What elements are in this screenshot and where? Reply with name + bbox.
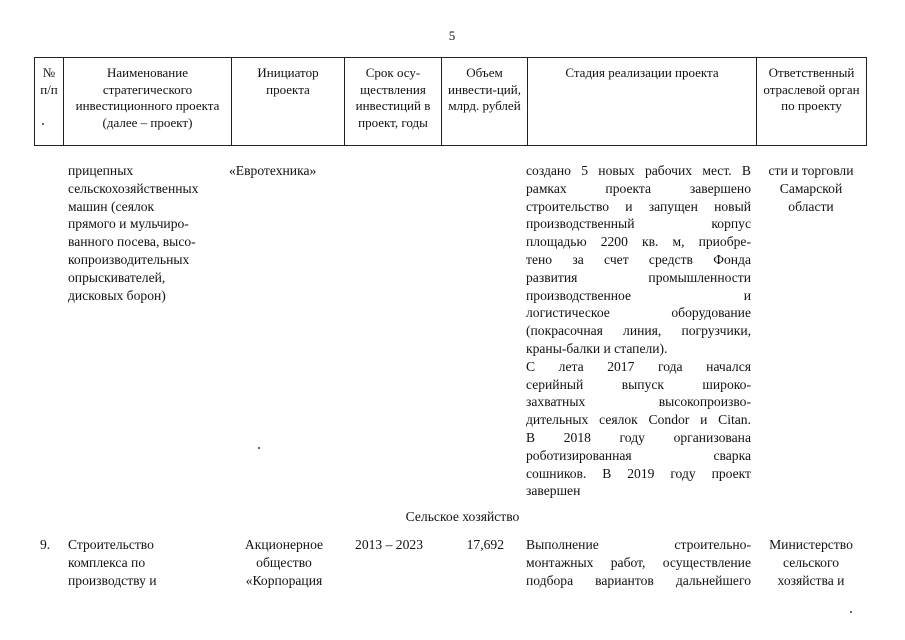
stage-line: строительство и запущен новый [526,198,751,214]
header-term: Срок осу-ществления инвестиций в проект, годы [345,58,442,146]
name-line: производству и [68,572,157,588]
continued-agency [757,162,865,215]
row9-project-name [68,536,228,589]
name-line: машин (сеялок [68,198,155,214]
stage-line: подбора вариантов дальнейшего [526,572,751,588]
header-volume: Объем инвести-ций, млрд. рублей [442,58,528,146]
initiator-line: «Корпорация [245,572,323,588]
scan-speck [42,123,44,125]
stage-line: завершен [526,483,581,499]
header-number: № п/п [35,58,64,146]
name-line: прямого и мульчиро- [68,216,189,232]
stage-line: производственное и [526,287,751,303]
initiator-line: общество [256,554,312,570]
stage-line: Выполнение строительно- [526,537,751,552]
stage-line: серийный выпуск широко- [526,376,751,392]
stage-line: В 2018 году организована [526,429,751,445]
initiator-line: Акционерное [244,537,324,552]
scan-speck [258,447,260,449]
header-stage: Стадия реализации проекта [528,58,757,146]
agency-line: сельского [783,554,839,570]
row-number: 9. [40,537,51,552]
continued-project-name [68,162,228,304]
stage-line: развития промышленности [526,269,751,285]
agency-line: области [788,198,834,214]
scan-speck [850,611,852,613]
row9-agency [757,536,865,589]
table-header [34,57,867,146]
stage-line: краны-балки и стапели). [526,340,668,356]
stage-line: создано 5 новых рабочих мест. В [526,163,751,178]
stage-line: рамках проекта завершено [526,180,751,196]
name-line: комплекса по [68,554,146,570]
row9-stage [526,536,751,589]
page-number: 5 [448,28,456,43]
name-line: опрыскивателей, [68,269,166,285]
row9-term: 2013 – 2023 [355,537,423,552]
stage-line: производственный корпус [526,216,751,232]
agency-line: Самарской [779,180,843,196]
section-title: Сельское хозяйство [405,509,520,524]
row9-volume: 17,692 [466,537,504,552]
continued-initiator: «Евротехника» [229,163,317,178]
agency-line: сти и торговли [768,163,854,178]
agency-line: хозяйства и [777,572,845,588]
name-line: дисковых борон) [68,287,166,303]
agency-line: Министерство [769,537,853,552]
stage-line: С лета 2017 года начался [526,358,751,374]
header-agency: Ответственный отраслевой орган по проекту [757,58,867,146]
header-project-name: Наименование стратегического инвестиционного проекта (далее – проект) [64,58,232,146]
stage-line: сошников. В 2019 году проект [526,465,751,481]
stage-line: захватных высокопроизво- [526,394,751,410]
row9-initiator [228,536,340,589]
stage-line: площадью 2200 кв. м, приобре- [526,234,751,250]
stage-line: логистическое оборудование [526,305,751,321]
stage-line: роботизированная сварка [526,447,751,463]
name-line: сельскохозяйственных [68,180,199,196]
stage-line: (покрасочная линия, погрузчики, [526,323,751,339]
stage-line: тено за счет средств Фонда [526,251,751,267]
name-line: прицепных [68,163,134,178]
header-initiator: Инициатор проекта [232,58,345,146]
name-line: Строительство [68,537,154,552]
name-line: копроизводительных [68,251,190,267]
continued-stage [526,162,751,500]
stage-line: монтажных работ, осуществление [526,554,751,570]
stage-line: дительных сеялок Condor и Citan. [526,412,751,428]
name-line: ванного посева, высо- [68,234,196,250]
